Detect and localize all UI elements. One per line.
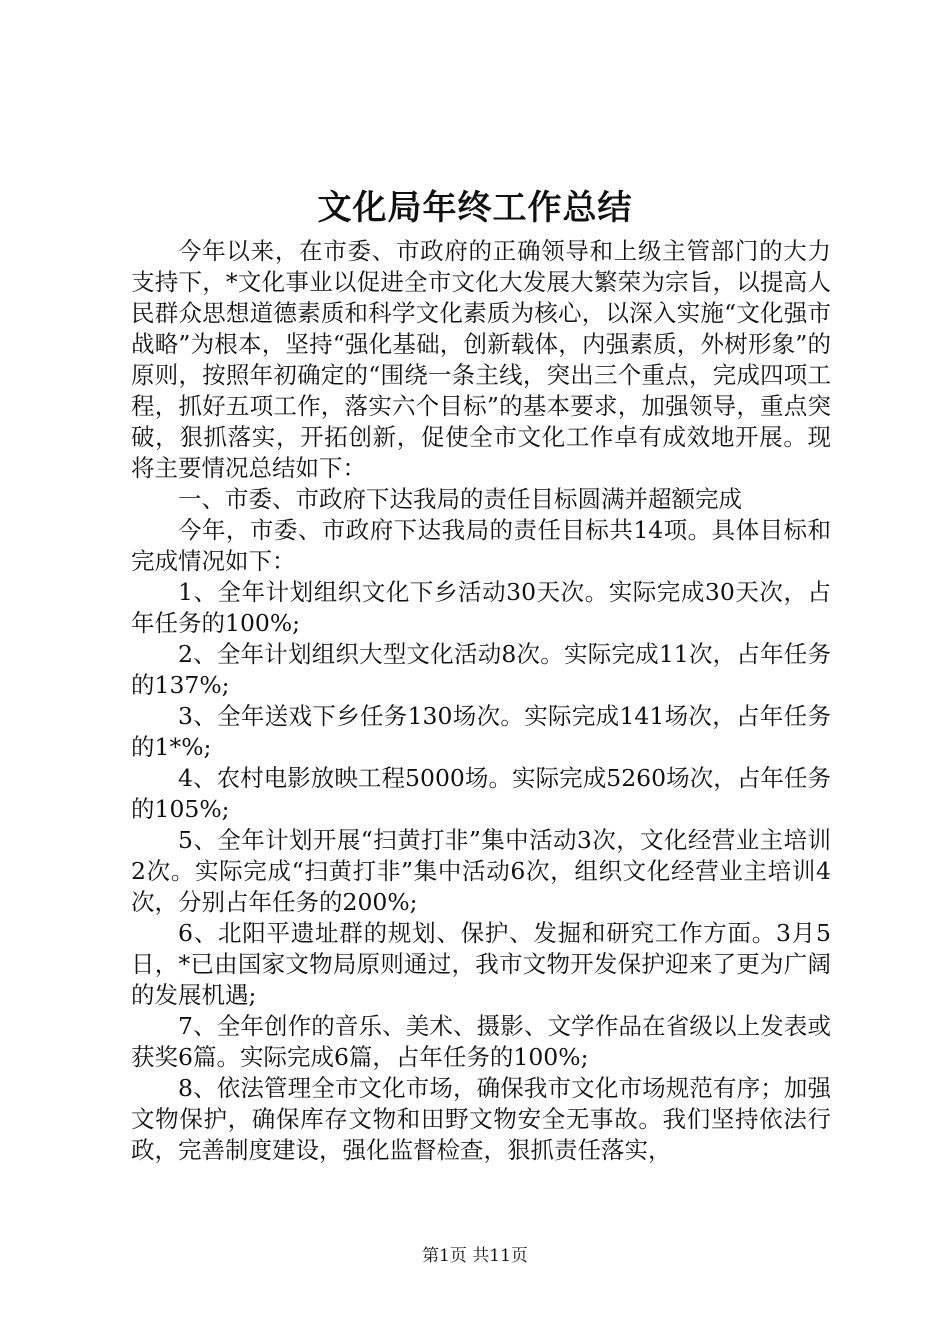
list-item-7: 7、全年创作的音乐、美术、摄影、文学作品在省级以上发表或获奖6篇。实际完成6篇，占年任务的100%; xyxy=(131,1012,831,1071)
document-body xyxy=(131,236,831,1166)
list-item-1: 1、全年计划组织文化下乡活动30天次。实际完成30天次，占年任务的100%; xyxy=(131,578,831,637)
page-number-footer: 第1页 共11页 xyxy=(422,1246,528,1266)
document-title: 文化局年终工作总结 xyxy=(317,188,633,228)
list-item-2: 2、全年计划组织大型文化活动8次。实际完成11次，占年任务的137%; xyxy=(131,640,831,699)
list-item-6: 6、北阳平遗址群的规划、保护、发掘和研究工作方面。3月5日，*已由国家文物局原则通过，我市文物开发保护迎来了更为广阔的发展机遇; xyxy=(131,919,831,1009)
paragraph-intro: 今年以来，在市委、市政府的正确领导和上级主管部门的大力支持下，*文化事业以促进全市文化大发展大繁荣为宗旨，以提高人民群众思想道德素质和科学文化素质为核心，以深入实施“文化强市战略”为根本，坚持“强化基础，创新载体，内强素质，外树形象”的原则，按照年初确定的“围绕一条主线，突出三个重点，完成四项工程，抓好五项工作，落实六个目标”的基本要求，加强领导，重点突破，狠抓落实，开拓创新，促使全市文化工作卓有成效地开展。现将主要情况总结如下： xyxy=(131,237,831,482)
list-item-8: 8、依法管理全市文化市场，确保我市文化市场规范有序；加强文物保护，确保库存文物和田野文物安全无事故。我们坚持依法行政，完善制度建设，强化监督检查，狠抓责任落实， xyxy=(131,1074,831,1164)
paragraph-targets: 今年，市委、市政府下达我局的责任目标共14项。具体目标和完成情况如下： xyxy=(131,516,831,575)
list-item-4: 4、农村电影放映工程5000场。实际完成5260场次，占年任务的105%; xyxy=(131,764,831,823)
section-heading-1: 一、市委、市政府下达我局的责任目标圆满并超额完成 xyxy=(178,485,742,513)
list-item-3: 3、全年送戏下乡任务130场次。实际完成141场次，占年任务的1*%; xyxy=(131,702,831,761)
list-item-5: 5、全年计划开展“扫黄打非”集中活动3次，文化经营业主培训2次。实际完成“扫黄打非”集中活动6次，组织文化经营业主培训4次，分别占年任务的200%; xyxy=(131,826,831,916)
